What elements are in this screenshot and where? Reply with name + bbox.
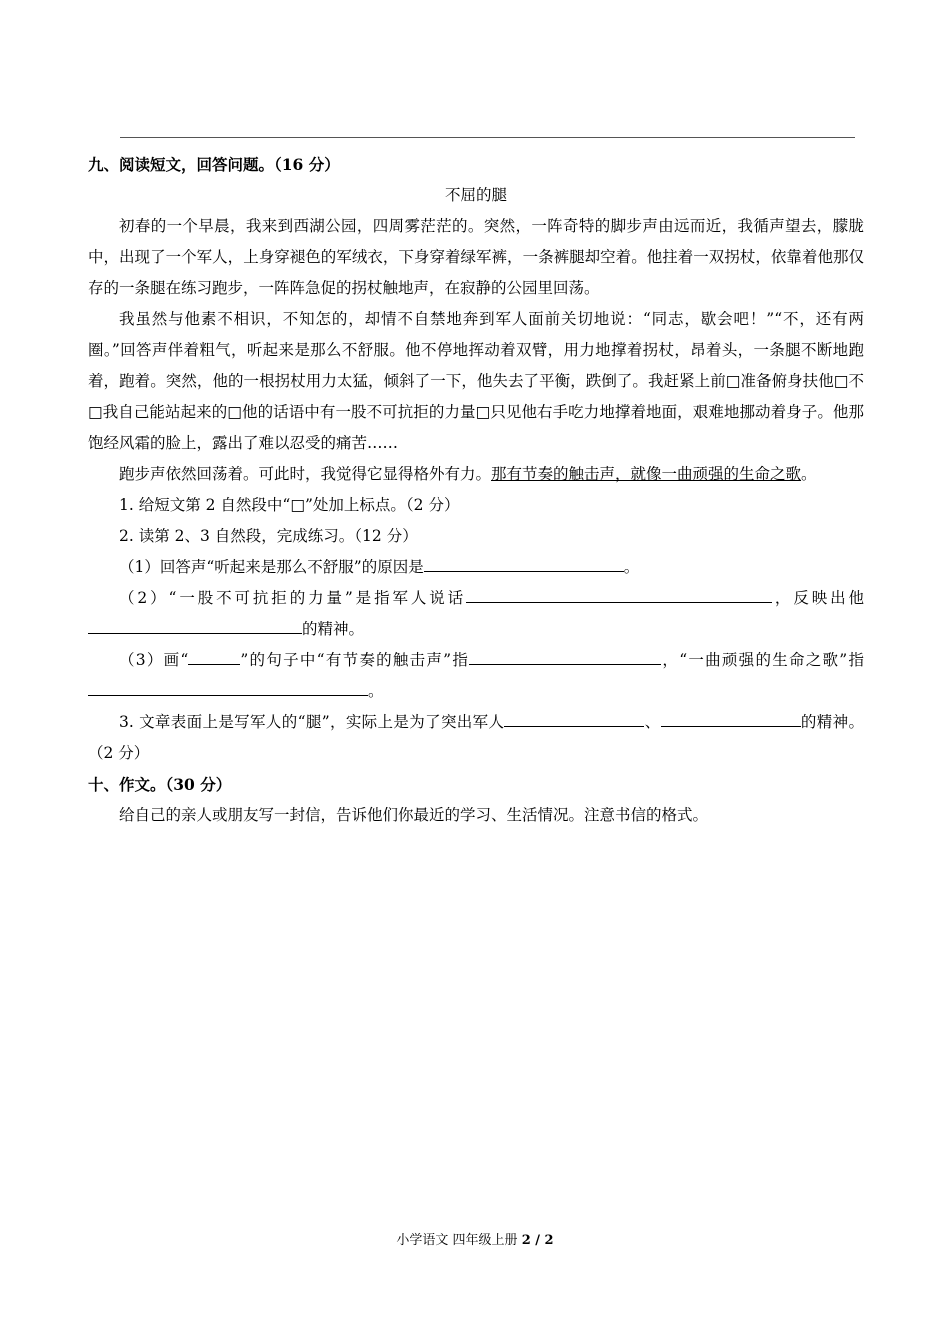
passage-paragraph-1: 初春的一个早晨，我来到西湖公园，四周雾茫茫的。突然，一阵奇特的脚步声由远而近，我循声望去，朦胧中，出现了一个军人，上身穿褪色的军绒衣，下身穿着绿军裤，一条裤腿却空着。他拄着一双拐杖，依靠着他那仅存的一条腿在练习跑步，一阵阵急促的拐杖触地声，在寂静的公园里回荡。 (88, 217, 864, 297)
passage-paragraph-2: 我虽然与他素不相识，不知怎的，却情不自禁地奔到军人面前关切地说：“同志，歇会吧！”“不，还有两圈。”回答声伴着粗气，听起来是那么不舒服。他不停地挥动着双臂，用力地撑着拐杖，昂着头，一条腿不断地跑着，跑着。突然，他的一根拐杖用力太猛，倾斜了一下，他失去了平衡，跌倒了。我赶紧上前□准备俯身扶他□不□我自己能站起来的□他的话语中有一股不可抗拒的力量□只见他右手吃力地撑着地面，艰难地挪动着身子。他那饱经风霜的脸上，露出了难以忍受的痛苦…… (88, 310, 864, 452)
q2-2-text: （2）“一股不可抗拒的力量”是指军人说话 (119, 589, 467, 607)
q2-3-mid: ”的句子中“有节奏的触击声”指 (240, 651, 470, 669)
page-number: 2 / 2 (521, 1233, 554, 1248)
q2-3-text: （3）画“ (119, 651, 189, 669)
answer-blank[interactable] (424, 554, 624, 572)
page-footer (0, 1229, 950, 1248)
underline-sample (188, 647, 240, 665)
paragraph-3-text: 跑步声依然回荡着。可此时，我觉得它显得格外有力。 (119, 465, 492, 483)
footer-text: 小学语文 四年级上册 (396, 1233, 518, 1248)
section-9-heading: 九、阅读短文，回答问题。（16 分） (88, 155, 340, 174)
answer-blank[interactable] (88, 678, 368, 696)
question-2-2 (88, 583, 864, 645)
answer-blank[interactable] (504, 709, 644, 727)
q2-3-mid-2: ，“一曲顽强的生命之歌”指 (661, 651, 864, 669)
question-1: 1. 给短文第 2 自然段中“□”处加上标点。（2 分） (119, 496, 460, 514)
answer-blank[interactable] (469, 647, 661, 665)
section-10-heading: 十、作文。（30 分） (88, 775, 232, 794)
q3-sep: 、 (644, 713, 661, 731)
passage-title: 不屈的腿 (444, 186, 507, 204)
q2-1-text: （1）回答声“听起来是那么不舒服”的原因是 (119, 558, 424, 576)
q2-2-mid: ，反映出他 (772, 589, 864, 607)
top-divider (120, 137, 855, 138)
essay-prompt: 给自己的亲人或朋友写一封信，告诉他们你最近的学习、生活情况。注意书信的格式。 (119, 806, 709, 824)
underlined-sentence: 那有节奏的触击声，就像一曲顽强的生命之歌 (491, 465, 802, 483)
q2-2-end: 的精神。 (302, 620, 365, 638)
answer-blank[interactable] (88, 616, 302, 634)
answer-blank[interactable] (661, 709, 801, 727)
question-2: 2. 读第 2、3 自然段，完成练习。（12 分） (119, 527, 418, 545)
passage-paragraph-3 (88, 459, 864, 490)
document-body (88, 149, 864, 831)
paragraph-3-end: 。 (801, 465, 817, 483)
answer-blank[interactable] (466, 585, 772, 603)
q2-1-end: 。 (623, 558, 640, 576)
q3-text: 3. 文章表面上是写军人的“腿”，实际上是为了突出军人 (119, 713, 505, 731)
q2-3-end: 。 (368, 682, 384, 700)
question-2-3 (88, 645, 864, 707)
question-2-1 (88, 552, 864, 583)
question-3 (88, 707, 864, 769)
q3-end: 的精神。（2 分） (88, 713, 864, 762)
